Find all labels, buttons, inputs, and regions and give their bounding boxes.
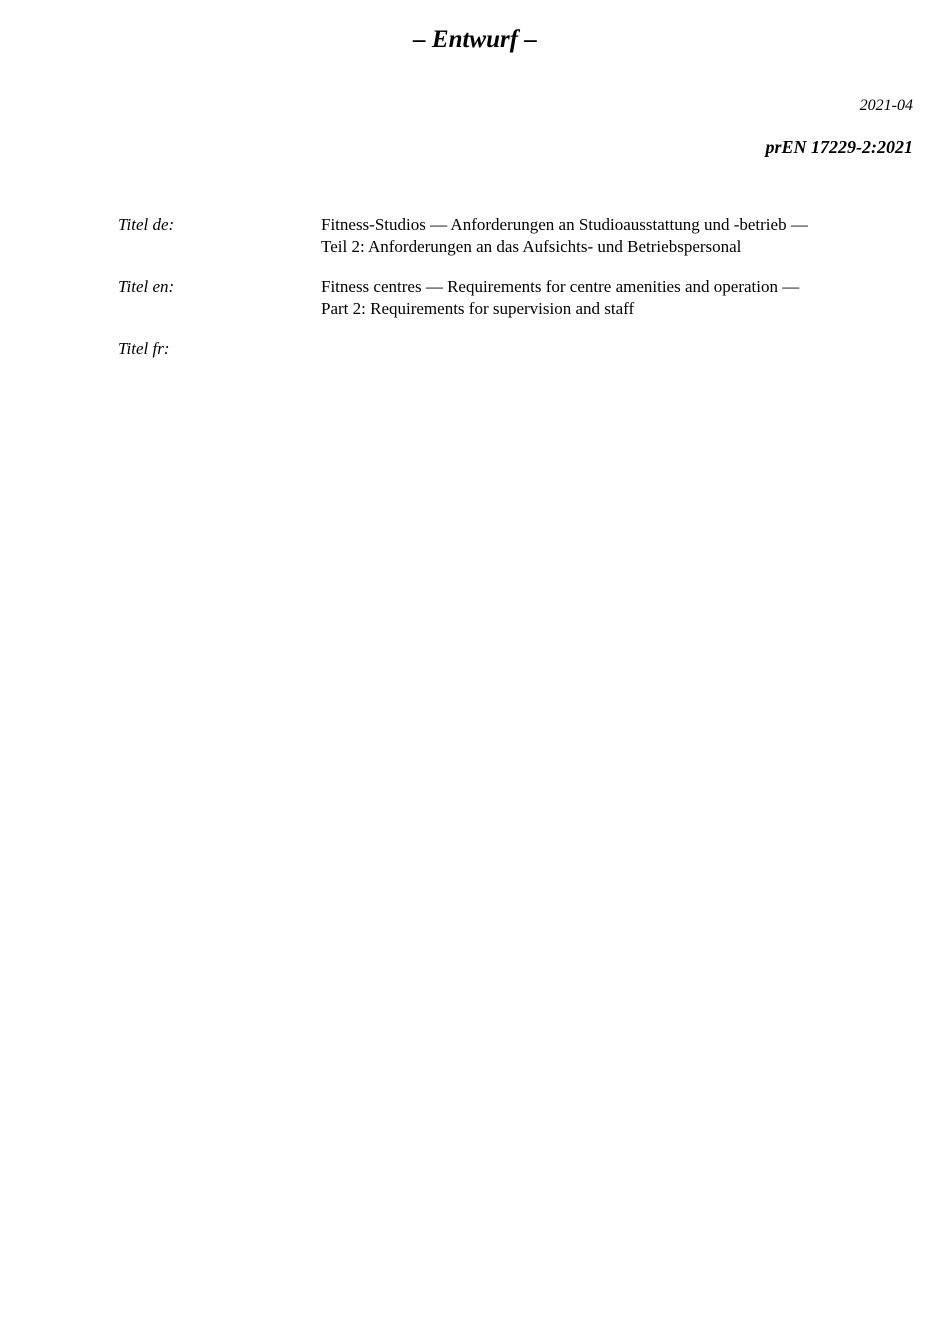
document-date: 2021-04 <box>859 97 913 114</box>
title-block <box>118 214 898 378</box>
title-row-en <box>118 276 898 320</box>
title-row-de <box>118 214 898 258</box>
title-text-fr <box>321 338 898 360</box>
title-line: Part 2: Requirements for supervision and staff <box>321 299 635 318</box>
title-label-en: Titel en: <box>118 277 175 296</box>
title-text-en <box>321 276 898 320</box>
title-row-fr <box>118 338 898 360</box>
draft-heading: – Entwurf – <box>413 26 537 53</box>
document-number: prEN 17229-2:2021 <box>765 137 913 157</box>
title-line: Teil 2: Anforderungen an das Aufsichts- und Betriebspersonal <box>321 237 742 256</box>
title-label-de: Titel de: <box>118 215 175 234</box>
title-line: Fitness-Studios — Anforderungen an Studioausstattung und -betrieb — <box>321 215 808 234</box>
title-text-de <box>321 214 898 258</box>
title-label-fr: Titel fr: <box>118 339 170 358</box>
title-line: Fitness centres — Requirements for centre amenities and operation — <box>321 277 800 296</box>
